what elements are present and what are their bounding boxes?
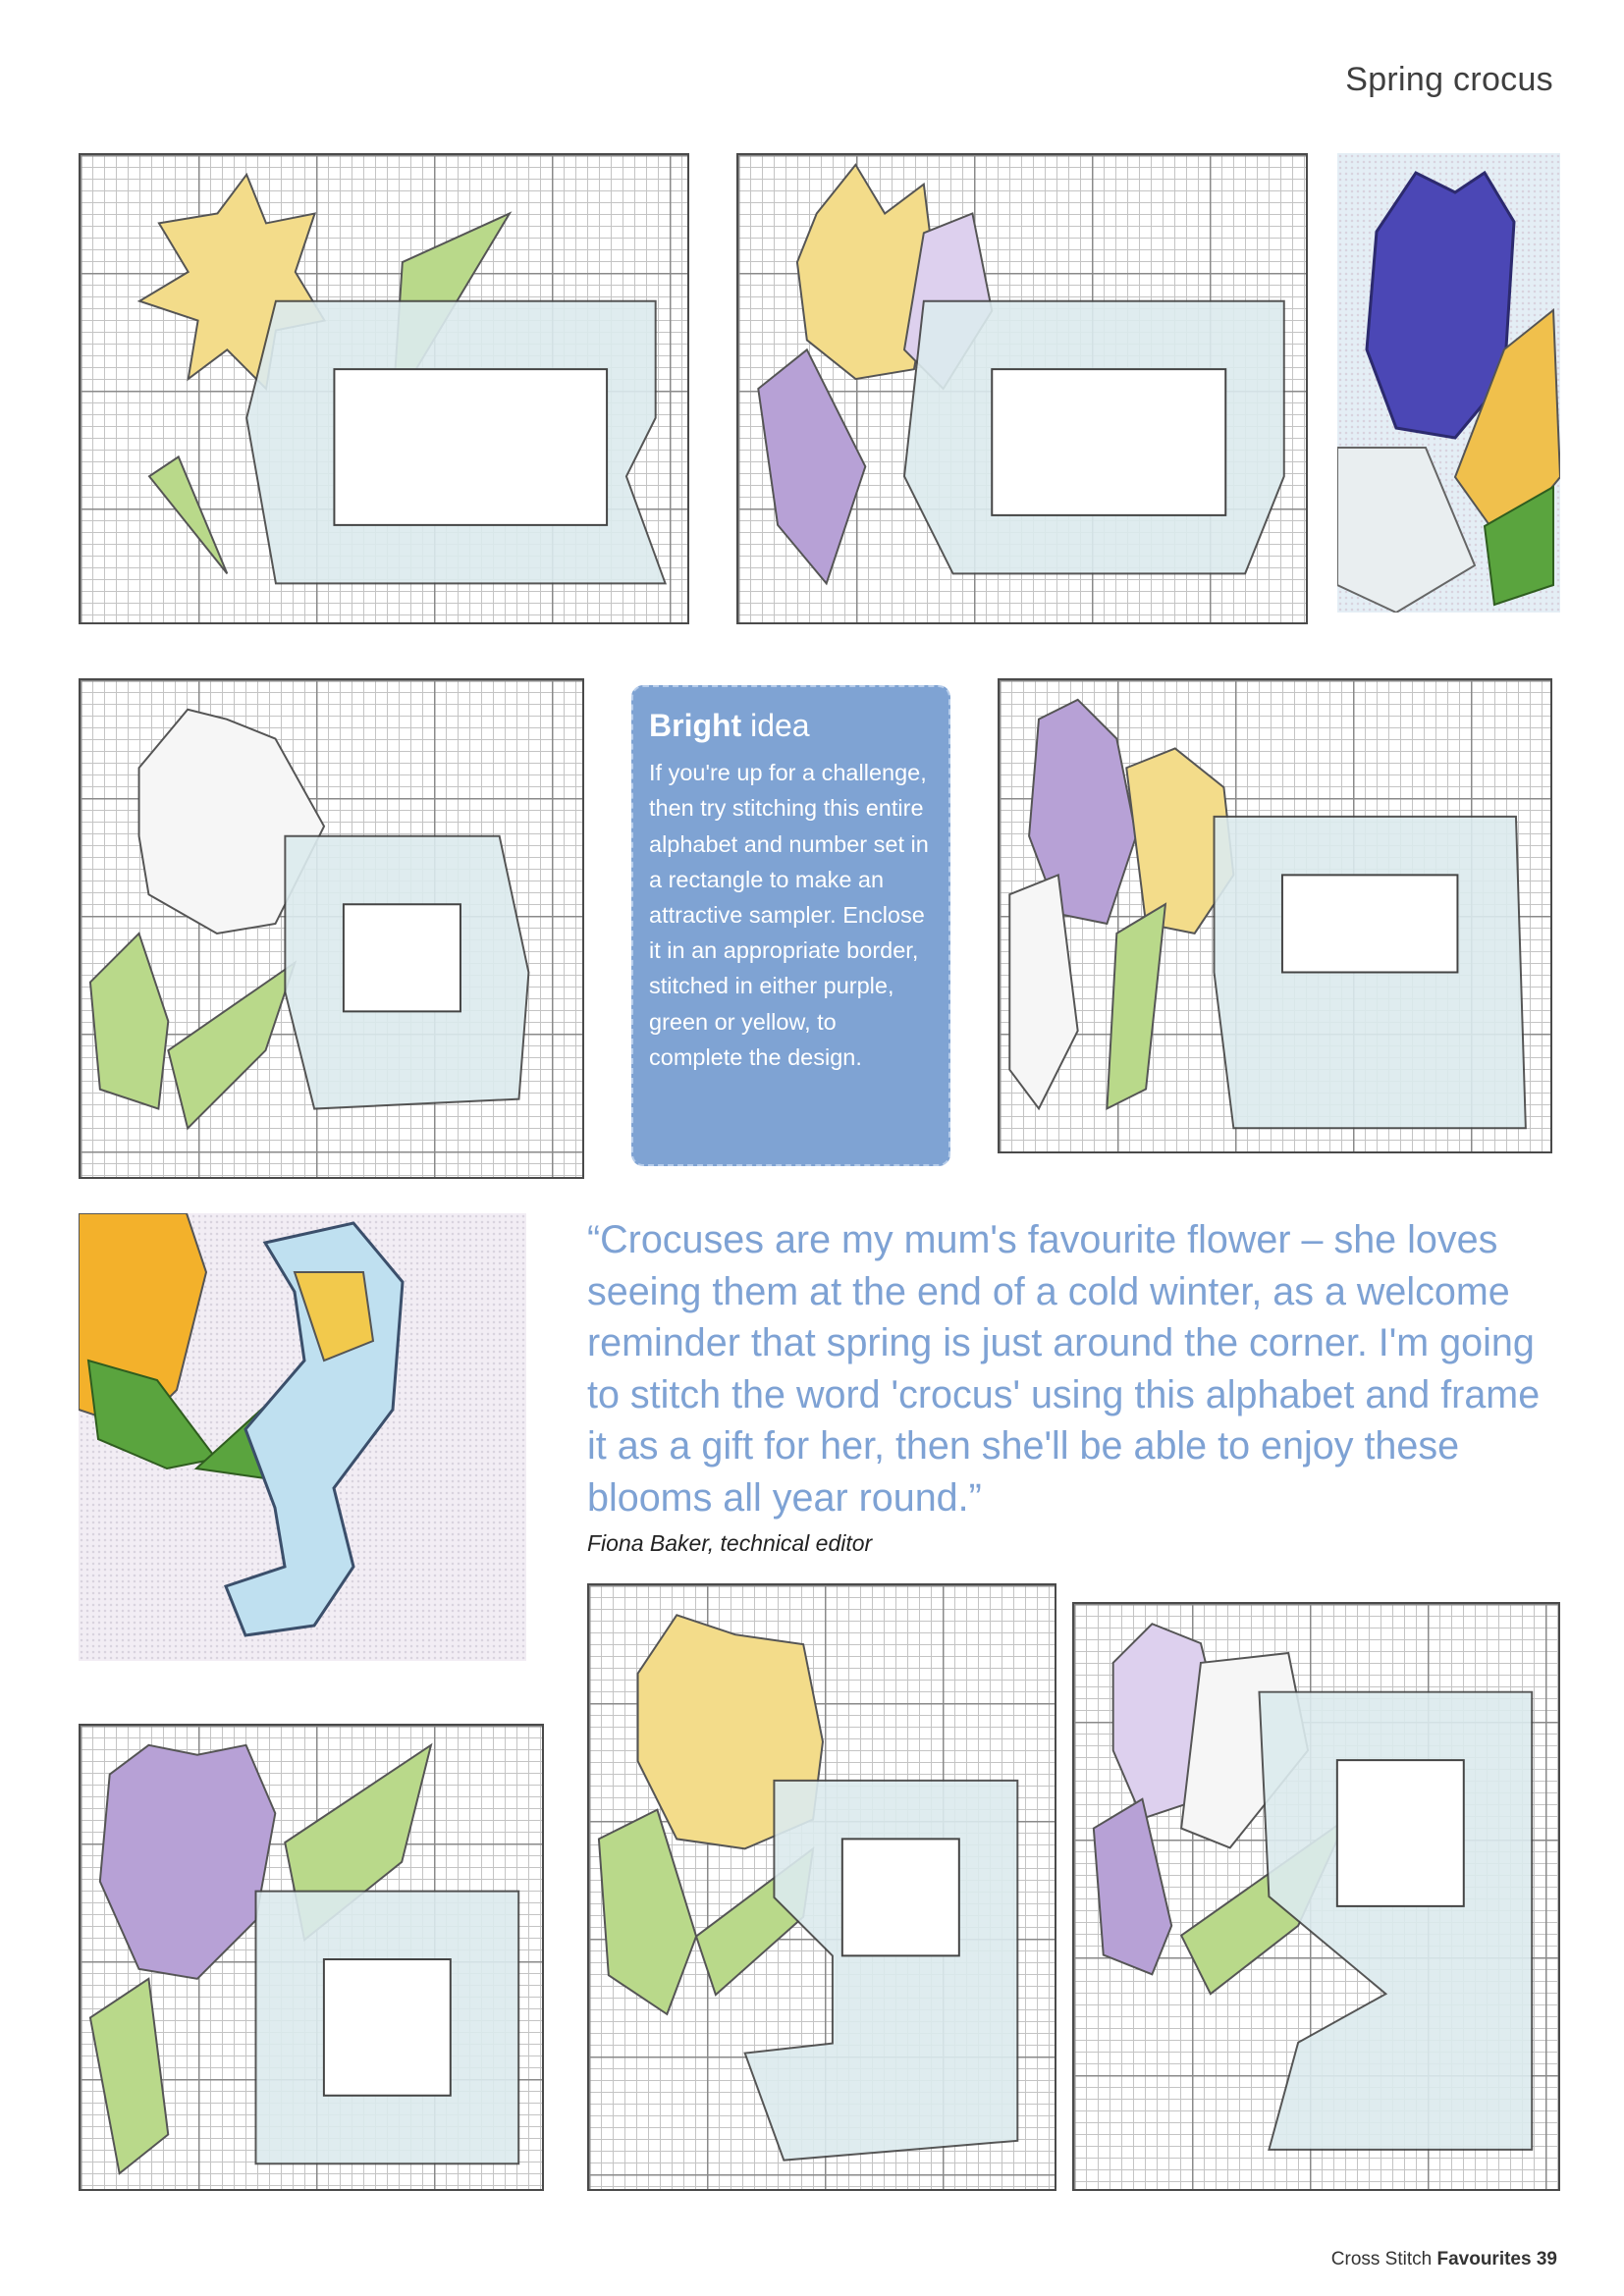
quote-attribution: Fiona Baker, technical editor	[587, 1530, 873, 1556]
chart-letter-z	[1072, 1602, 1560, 2191]
page-footer	[1331, 2249, 1557, 2270]
bright-idea-heading-rest: idea	[741, 708, 810, 743]
chart-letter-n-artwork	[738, 155, 1306, 622]
chart-letter-m-artwork	[81, 155, 687, 622]
bright-idea-heading-bold: Bright	[649, 708, 742, 743]
chart-letter-x-artwork	[81, 1726, 542, 2189]
footer-magazine-bold: Favourites	[1436, 2249, 1532, 2269]
bright-idea-box	[631, 685, 950, 1166]
chart-letter-r-artwork	[1000, 680, 1550, 1151]
footer-page-number: 39	[1531, 2249, 1557, 2269]
stitched-photo-crocus-purple-artwork	[1337, 153, 1560, 613]
pull-quote: “Crocuses are my mum's favourite flower – she loves seeing them at the end of a cold winter, as a welcome reminder that spring is just around the corner. I'm going to stitch the word 'crocus' using this alphabet and frame it as a gift for her, then she'll be able to enjoy these blooms all year round.”	[587, 1218, 1541, 1520]
chart-letter-z-artwork	[1074, 1604, 1558, 2189]
stitched-photo-letter-y	[79, 1213, 526, 1661]
chart-letter-x	[79, 1724, 544, 2191]
chart-letter-q-artwork	[81, 680, 582, 1177]
chart-letter-q	[79, 678, 584, 1179]
stitched-photo-letter-y-artwork	[79, 1213, 526, 1661]
chart-letter-n	[736, 153, 1308, 624]
footer-magazine-name: Cross Stitch	[1330, 2249, 1437, 2269]
chart-letter-y-artwork	[589, 1585, 1055, 2189]
chart-letter-y	[587, 1583, 1056, 2191]
section-title: Spring crocus	[1345, 61, 1553, 98]
stitched-photo-crocus-purple	[1337, 153, 1560, 613]
bright-idea-body: If you're up for a challenge, then try stitching this entire alphabet and number set in a rectangle to make an attractive sampler. Enclose it in an appropriate border, stitched in either purple, green or yellow, to complete the design.	[649, 760, 929, 1070]
bright-idea-heading	[649, 709, 933, 743]
chart-letter-r	[998, 678, 1552, 1153]
chart-letter-m	[79, 153, 689, 624]
